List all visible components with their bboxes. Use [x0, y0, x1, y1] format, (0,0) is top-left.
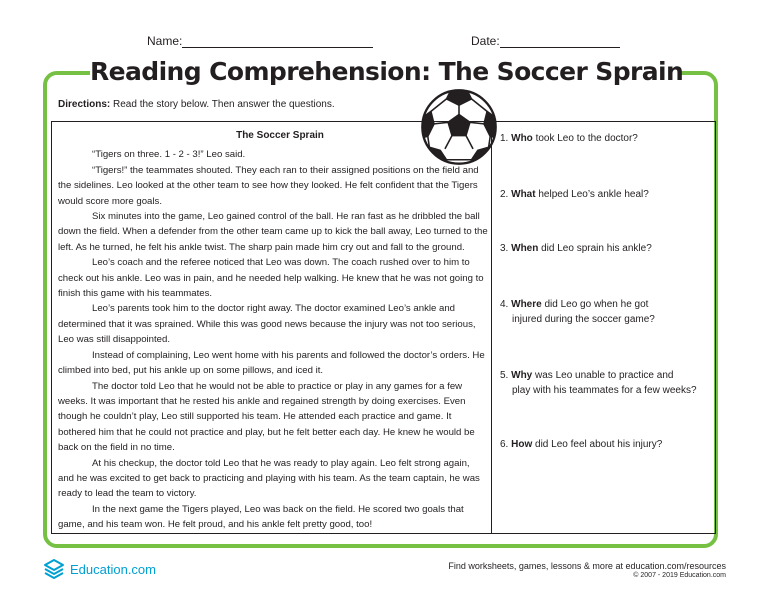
- question-keyword: Where: [511, 299, 542, 310]
- question-keyword: What: [511, 189, 536, 200]
- page-title: Reading Comprehension: The Soccer Sprain: [90, 57, 684, 86]
- question-text-continued: play with his teammates for a few weeks?: [512, 385, 697, 396]
- directions: [58, 99, 335, 110]
- directions-label: Directions:: [58, 99, 111, 110]
- name-line[interactable]: [182, 35, 373, 48]
- question-keyword: Why: [511, 370, 533, 381]
- question-text: was Leo unable to practice and: [535, 370, 674, 381]
- story-paragraph: “Tigers!” the teammates shouted. They each ran to their assigned positions on the field and the sidelines. Leo looked at the other team to see how they looked. He felt confident that the Tigers would score more goals.: [58, 164, 479, 207]
- story-paragraph: Leo’s parents took him to the doctor right away. The doctor examined Leo’s ankle and determined that it was sprained. While this was good news because the injury was not too serious, Leo was still disappointed.: [58, 303, 476, 346]
- story-paragraph: Six minutes into the game, Leo gained control of the ball. He ran fast as he dribbled the ball down the field. When a defender from the other team came up to kick the ball away, Leo turned to the left. As he turned, he felt his ankle twist. The sharp pain made him cry out and fall to the ground.: [58, 211, 488, 253]
- question-5: [500, 368, 714, 398]
- name-field[interactable]: [147, 34, 373, 48]
- resources-link[interactable]: Find worksheets, games, lessons & more at education.com/resources: [448, 561, 726, 571]
- education-logo[interactable]: [42, 556, 156, 582]
- question-3: [500, 241, 714, 256]
- copyright: © 2007 - 2019 Education.com: [633, 572, 726, 579]
- question-number: 3.: [500, 243, 509, 254]
- story-paragraph: “Tigers on three. 1 - 2 - 3!” Leo said.: [92, 149, 246, 161]
- name-label: Name:: [147, 34, 183, 48]
- question-keyword: How: [511, 439, 533, 450]
- question-number: 6.: [500, 439, 509, 450]
- story-paragraph: Leo’s coach and the referee noticed that Leo was down. The coach rushed over to him to check out his ankle. Leo was in pain, and he needed help walking. He knew that he was not going to finish this game with his teammates.: [58, 257, 484, 300]
- directions-text: Read the story below. Then answer the questions.: [113, 99, 335, 110]
- story-title: The Soccer Sprain: [236, 130, 324, 141]
- question-text: did Leo feel about his injury?: [535, 439, 663, 450]
- question-number: 5.: [500, 370, 509, 381]
- question-keyword: When: [511, 243, 539, 254]
- date-line[interactable]: [500, 35, 620, 48]
- title-banner: [90, 56, 684, 88]
- question-number: 4.: [500, 299, 509, 310]
- question-text: took Leo to the doctor?: [535, 133, 638, 144]
- question-text: did Leo sprain his ankle?: [541, 243, 652, 254]
- question-number: 2.: [500, 189, 509, 200]
- date-label: Date:: [471, 34, 500, 48]
- question-6: [500, 437, 714, 452]
- question-keyword: Who: [511, 133, 533, 144]
- question-number: 1.: [500, 133, 509, 144]
- story-paragraph: At his checkup, the doctor told Leo that he was ready to play again. Leo felt strong again, and he was excited to get back to practicing and playing with his team. As the team captain, he was ready to lead the team to victory.: [58, 457, 480, 500]
- story-paragraph: In the next game the Tigers played, Leo was back on the field. He scored two goals that game, and his team won. He felt proud, and his ankle felt pretty good, too!: [58, 503, 464, 531]
- question-text: helped Leo’s ankle heal?: [538, 189, 649, 200]
- question-text-continued: injured during the soccer game?: [512, 314, 655, 325]
- column-divider: [491, 121, 492, 534]
- brand-name: Education.com: [70, 561, 156, 577]
- education-logo-icon: [42, 557, 66, 581]
- story-paragraph: The doctor told Leo that he would not be able to practice or play in any games for a few weeks. It was important that he rested his ankle and regained strength by doing exercises. Even though he couldn’t play, Leo still supported his team. He attended each practice and game. It bothered him that he could not practice and play, but he felt better each day. He knew he would be back on the field in no time.: [58, 380, 475, 454]
- story: [58, 128, 488, 533]
- question-1: [500, 131, 714, 146]
- footer-info: [448, 561, 726, 579]
- story-paragraph: Instead of complaining, Leo went home with his parents and followed the doctor’s orders. He climbed into bed, put his ankle up on some pillows, and iced it.: [58, 349, 485, 377]
- question-text: did Leo go when he got: [544, 299, 649, 310]
- question-2: [500, 187, 714, 202]
- date-field[interactable]: [471, 34, 620, 48]
- question-4: [500, 297, 714, 327]
